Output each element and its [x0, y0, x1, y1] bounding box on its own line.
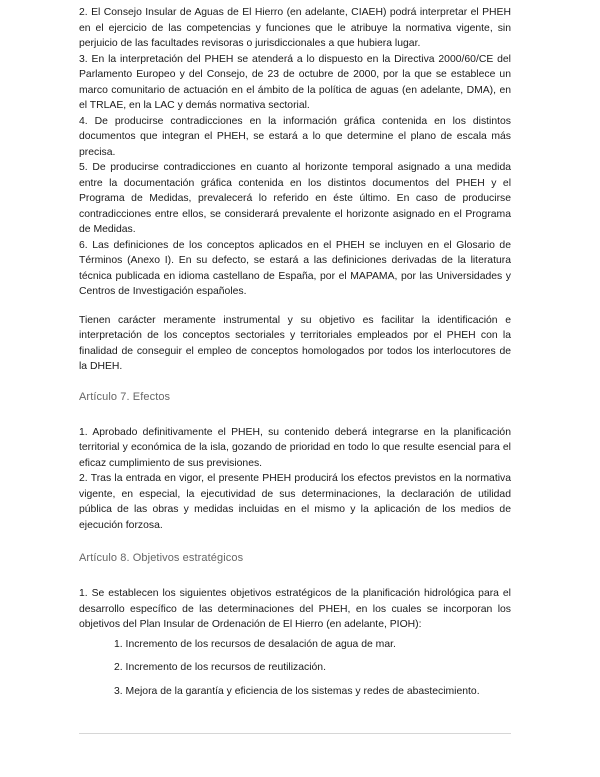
paragraph-item-2: 2. El Consejo Insular de Aguas de El Hierro (en adelante, CIAEH) podrá interpretar el PHEH en el ejercicio de las competencias y funciones que le atribuye la normativa vigente, sin perjuicio de las facultades revisoras o jurisdiccionales a que hubiera lugar. — [79, 7, 511, 49]
intro-paragraph: Tienen carácter meramente instrumental y su objetivo es facilitar la identificación e interpretación de los conceptos sectoriales y territoriales empleados por el PHEH con la finalidad de conseguir el empleo de conceptos homologados por todos los interlocutores de la DHEH. — [79, 314, 511, 372]
objective-item-1: 1. Incremento de los recursos de desalación de agua de mar. — [114, 638, 396, 650]
objective-item-2: 2. Incremento de los recursos de reutilización. — [114, 662, 326, 673]
article-7-heading: Artículo 7. Efectos — [79, 390, 171, 403]
article-8-heading: Artículo 8. Objetivos estratégicos — [79, 552, 244, 564]
article-7-paragraph-2: 2. Tras la entrada en vigor, el presente PHEH producirá los efectos previstos en la normativa vigente, en especial, la ejecutividad de sus determinaciones, la declaración de utilidad pública de las obras y medidas incluidas en el mismo y la aplicación de los medios de ejecución forzosa. — [79, 473, 511, 531]
footer-divider — [79, 733, 511, 734]
paragraph-item-4: 4. De producirse contradicciones en la información gráfica contenida en los distintos documentos que integran el PHEH, se estará a lo que determine el plano de escala más precisa. — [79, 115, 511, 158]
paragraph-item-6: 6. Las definiciones de los conceptos aplicados en el PHEH se incluyen en el Glosario de Términos (Anexo I). En su defecto, se estará a las definiciones derivadas de la literatura técnica publicada en idioma castellano de España, por el MAPAMA, por las Universidades y Centros de Investigación españoles. — [79, 239, 511, 297]
article-8-paragraph-1: 1. Se establecen los siguientes objetivos estratégicos de la planificación hidrológica para el desarrollo específico de las determinaciones del PHEH, en los cuales se incorporan los objetivos del Plan Insular de Ordenación de El Hierro (en adelante, PIOH): — [79, 588, 511, 630]
paragraph-item-5: 5. De producirse contradicciones en cuanto al horizonte temporal asignado a una medida entre la documentación gráfica contenida en los distintos documentos del PHEH y el Programa de Medidas, prevalecerá lo referido en éste último. En caso de producirse contradicciones entre ellos, se considerará prevalente el horizonte asignado en el Programa de Medidas. — [79, 162, 511, 235]
document-body — [79, 5, 511, 707]
article-7-paragraph-1: 1. Aprobado definitivamente el PHEH, su contenido deberá integrarse en la planificación territorial y económica de la isla, gozando de prioridad en todo lo que resulte esencial para el eficaz cumplimiento de sus previsiones. — [79, 426, 511, 469]
paragraph-item-3: 3. En la interpretación del PHEH se atenderá a lo dispuesto en la Directiva 2000/60/CE del Parlamento Europeo y del Consejo, de 23 de octubre de 2000, por la que se establece un marco comunitario de actuación en el ámbito de la política de aguas (en adelante, DMA), en el TRLAE, en la LAC y demás normativa sectorial. — [79, 53, 511, 111]
objective-item-3: 3. Mejora de la garantía y eficiencia de los sistemas y redes de abastecimiento. — [114, 685, 480, 697]
objectives-list — [114, 637, 511, 700]
